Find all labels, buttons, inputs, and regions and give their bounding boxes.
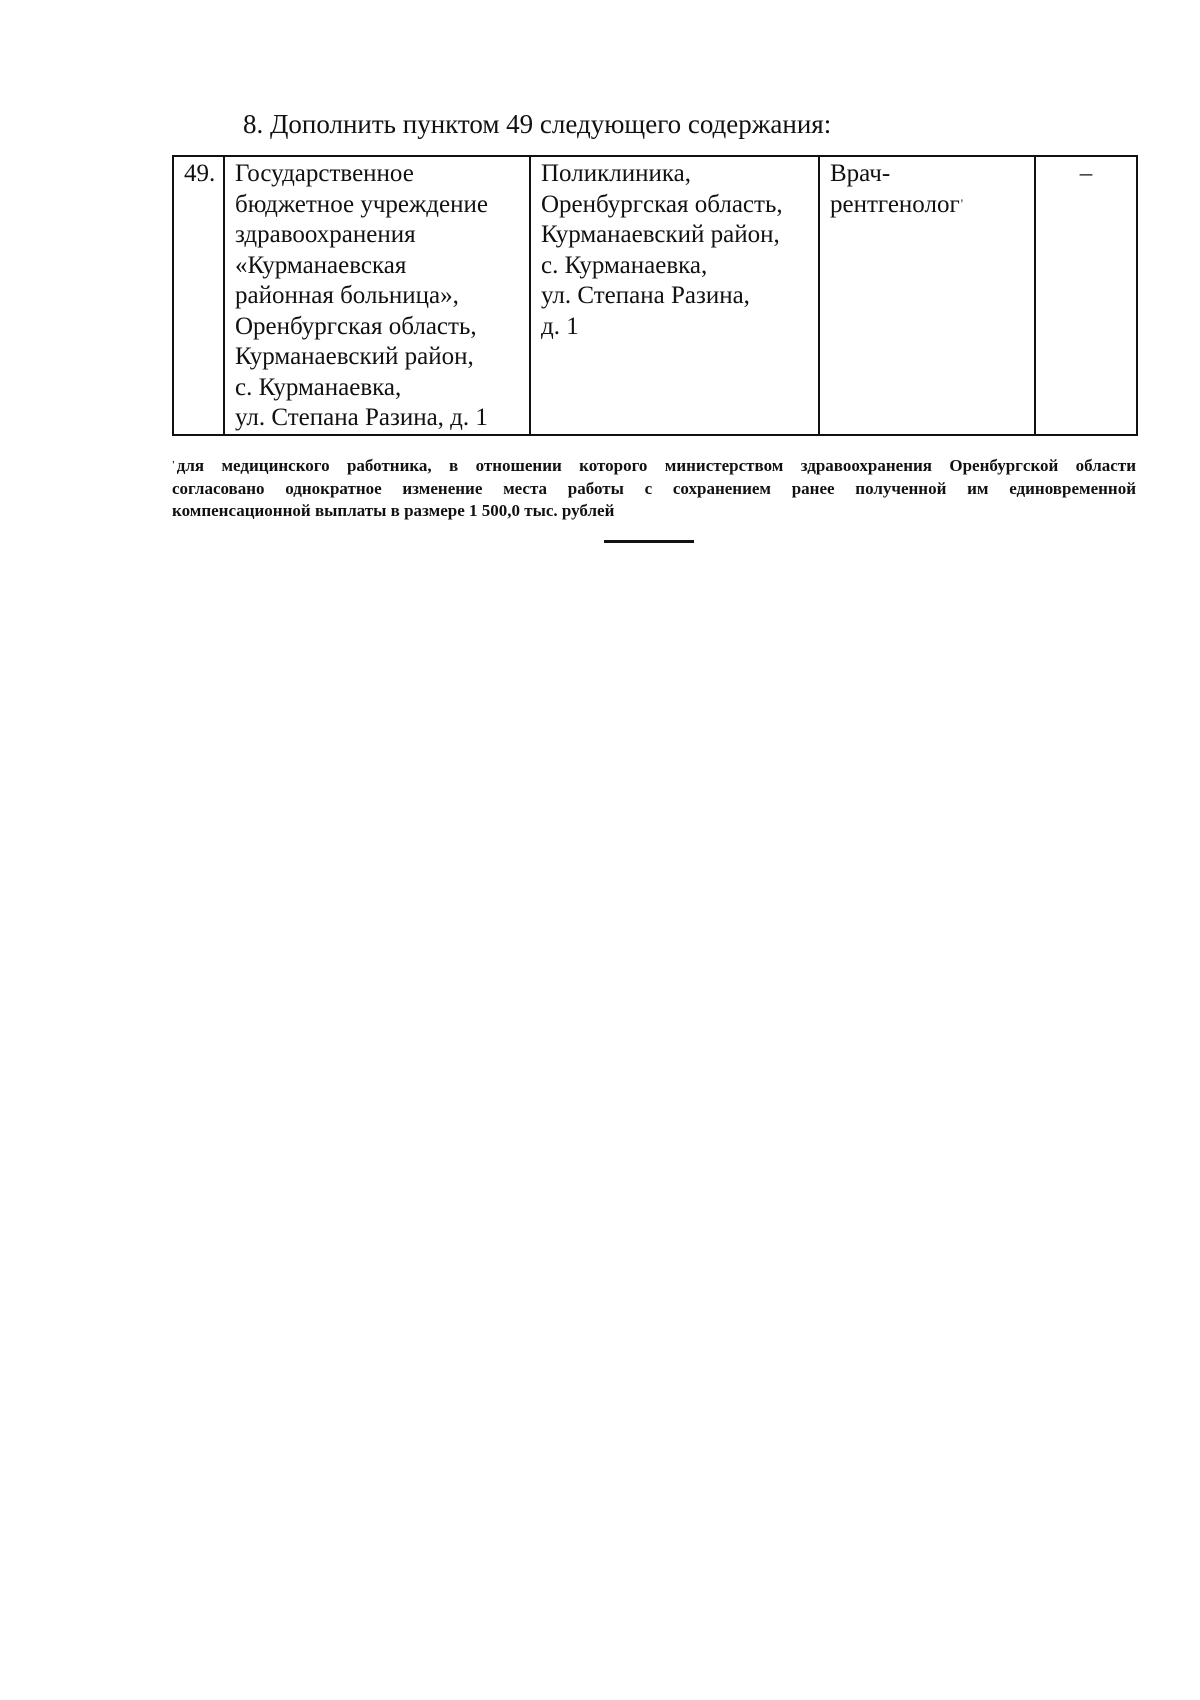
table-row [173,156,1137,435]
position-cell [819,156,1035,435]
workplace-line: Поликлиника, [541,160,691,187]
amendment-table [172,155,1138,436]
footnote [172,455,1136,523]
dash-cell [1035,156,1137,435]
workplace-line: ул. Степана Разина, [541,282,750,309]
position-line: рентгенолог [830,190,960,218]
footnote-mark: ' [172,460,175,471]
workplace-line: с. Курманаевка, [541,251,708,279]
institution-line: «Курманаевская [235,251,407,279]
institution-line: здравоохранения [235,221,416,248]
end-rule-divider [604,540,694,543]
institution-line: Оренбургская область, [235,312,477,340]
workplace-line: Курманаевский район, [541,221,780,248]
row-number-cell [173,156,224,435]
row-number: 49. [184,160,216,187]
footnote-text: для медицинского работника, в отношении которого министерством здравоохранения Оренбургской области [176,456,1136,475]
institution-line: бюджетное учреждение [235,190,488,218]
workplace-cell [530,156,819,435]
dash-value: – [1079,160,1093,187]
workplace-line: Оренбургская область, [541,190,783,218]
footnote-line [172,455,1136,478]
institution-line: с. Курманаевка, [235,373,402,401]
institution-line: районная больница», [235,282,459,309]
position-line: Врач- [830,160,891,187]
institution-line: Курманаевский район, [235,343,474,370]
institution-line: ул. Степана Разина, д. 1 [235,404,488,431]
workplace-line: д. 1 [541,312,579,340]
amendment-heading: 8. Дополнить пунктом 49 следующего содержания: [243,109,832,139]
institution-line: Государственное [235,160,414,187]
footnote-line: согласовано однократное изменение места работы с сохранением ранее полученной им единовременной [172,478,1136,498]
position-line-with-note [830,190,1024,221]
footnote-reference-mark: ' [960,195,964,211]
institution-cell [224,156,530,435]
footnote-line: компенсационной выплаты в размере 1 500,0 тыс. рублей [172,501,615,520]
